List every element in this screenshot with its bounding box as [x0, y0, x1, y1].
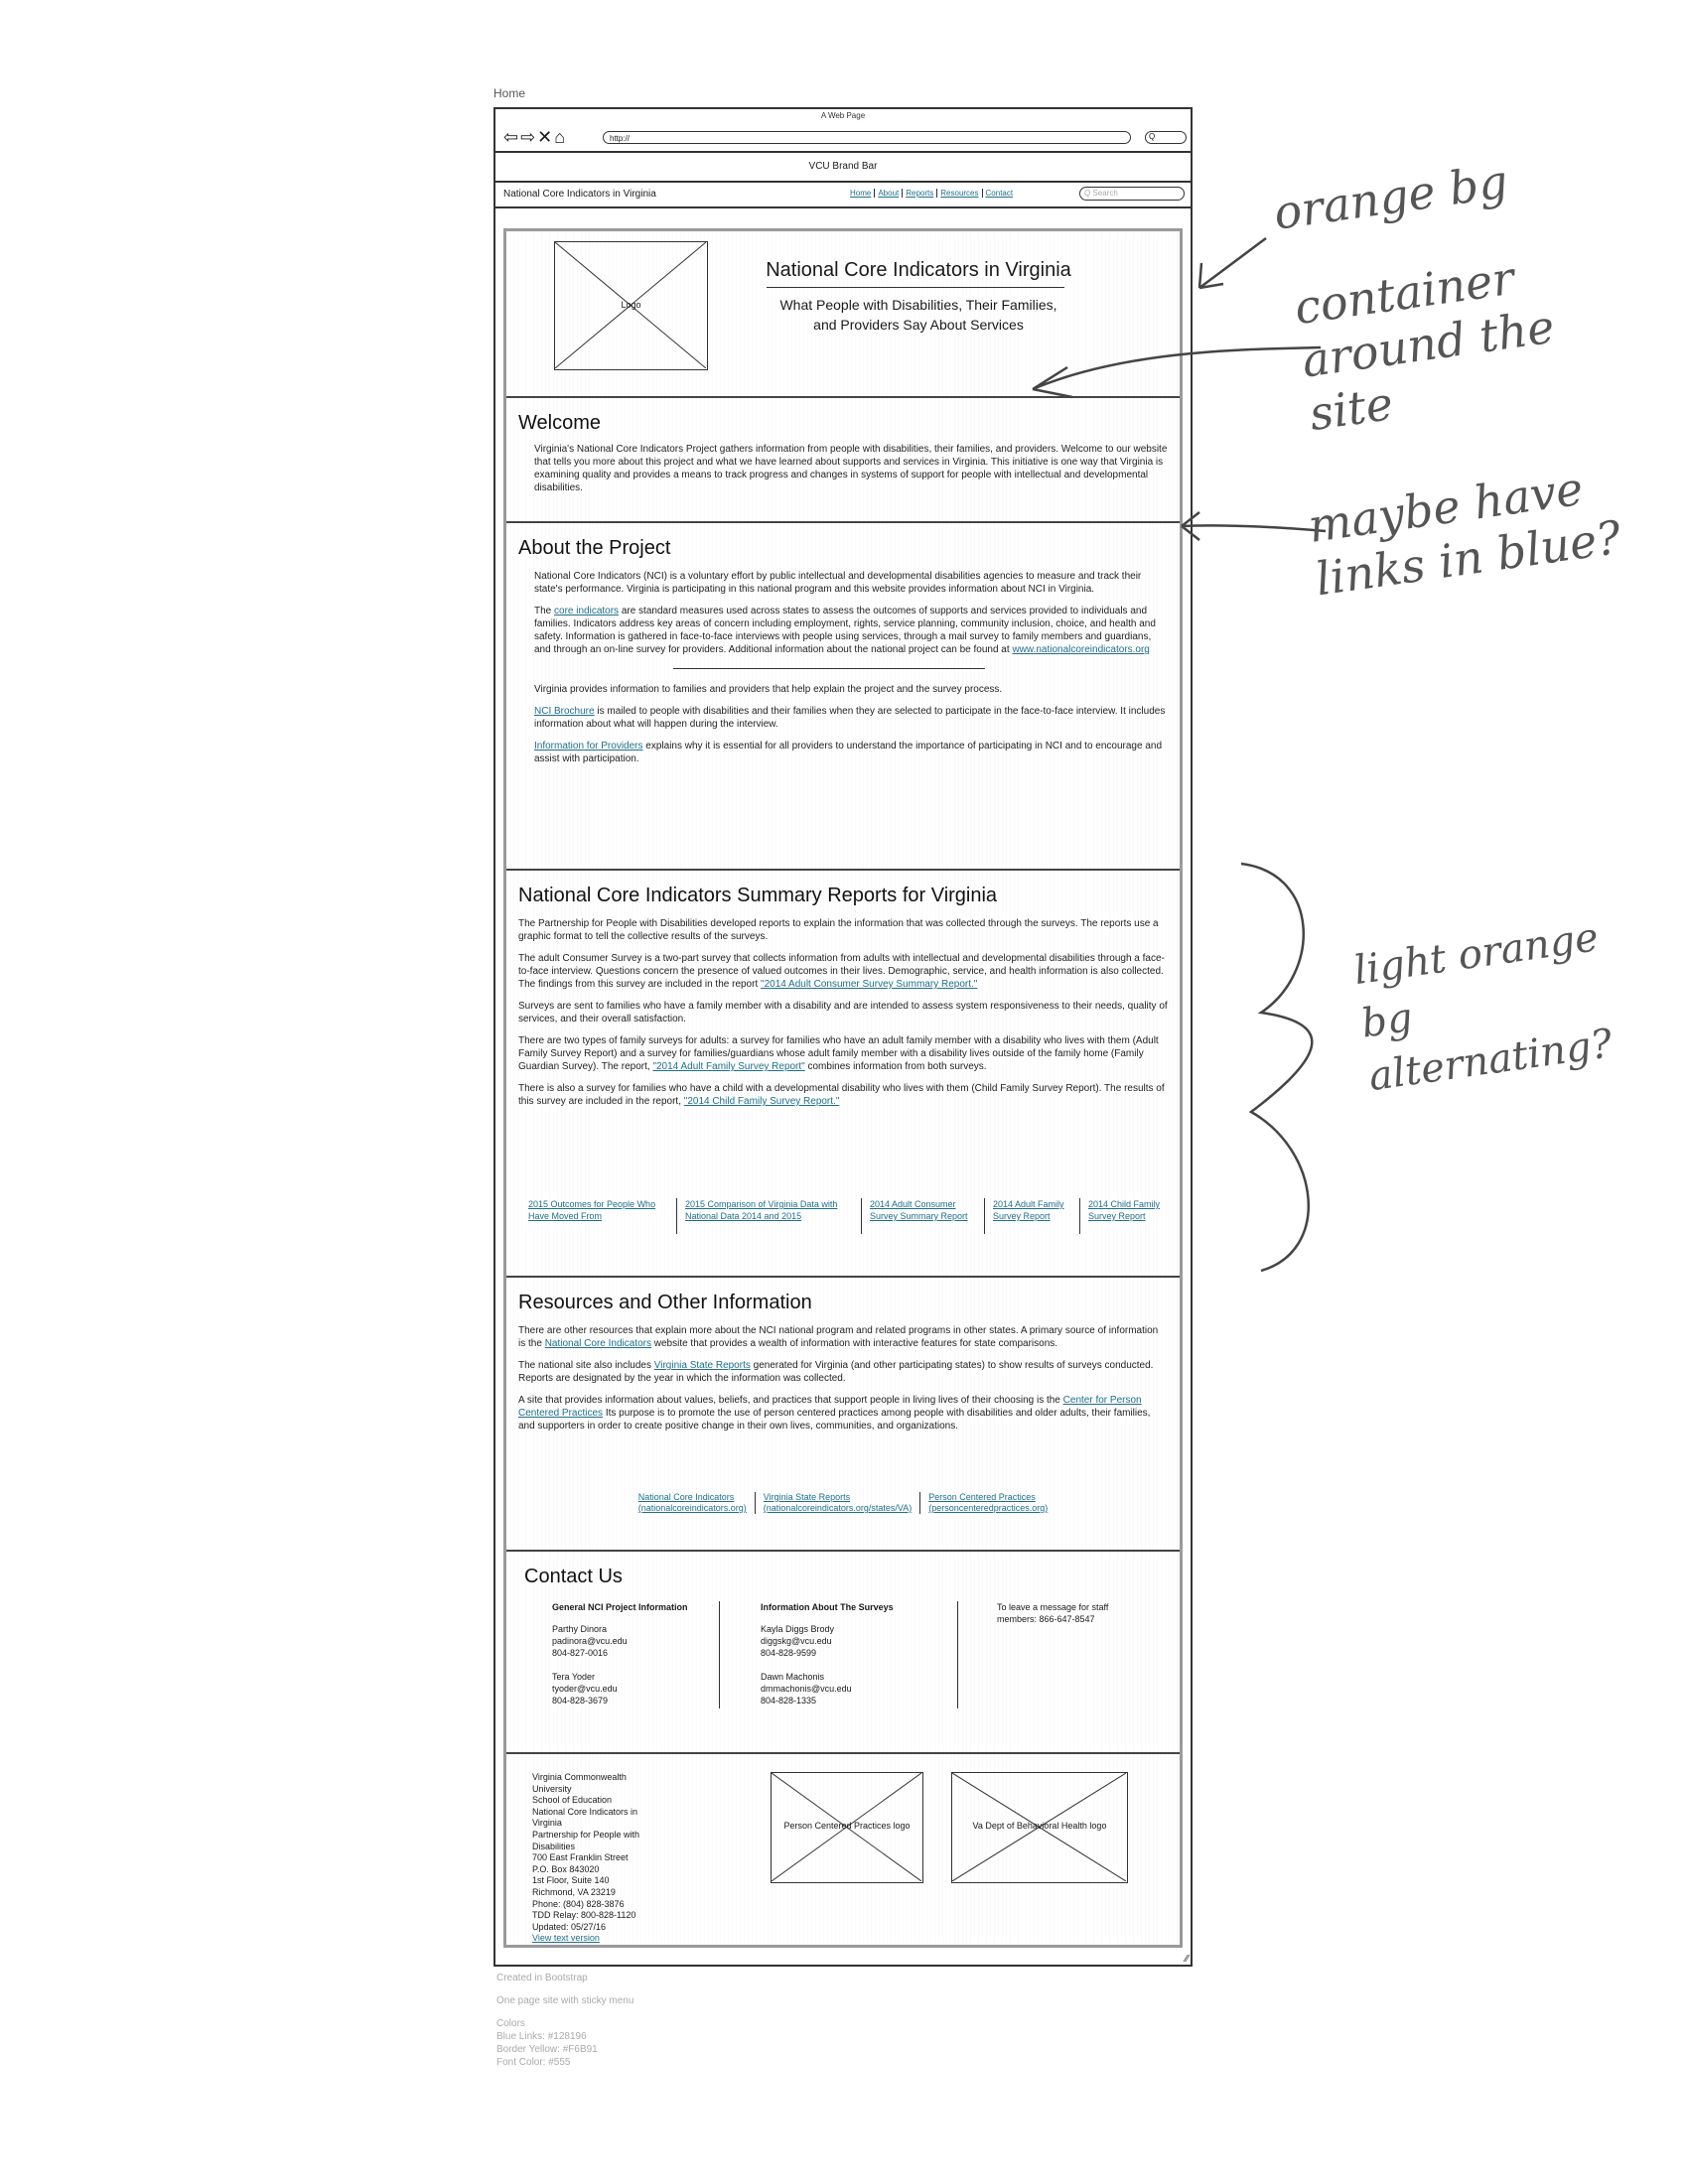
res-p3-pre: A site that provides information about values, beliefs, and practices that support people in living lives of their choosing is the [518, 1395, 1060, 1406]
contact-person [552, 1623, 721, 1659]
contact-heading: Contact Us [524, 1566, 623, 1587]
consumer-survey-link[interactable]: "2014 Adult Consumer Survey Summary Report." [761, 979, 978, 990]
summary-paragraph-5 [518, 1082, 1168, 1108]
summary-paragraph-2 [518, 952, 1168, 991]
resource-link-nci[interactable] [631, 1492, 756, 1514]
family-survey-link[interactable]: "2014 Adult Family Survey Report" [652, 1061, 805, 1072]
contact-email[interactable]: padinora@vcu.edu [552, 1636, 628, 1646]
nav-about[interactable]: About [875, 189, 903, 198]
child-survey-link[interactable]: "2014 Child Family Survey Report." [683, 1096, 840, 1107]
summary-heading: National Core Indicators Summary Reports for Virginia [518, 885, 998, 906]
welcome-text: Virginia's National Core Indicators Project gathers information from people with disabilities, their families, and providers. Welcome to our website that tells you more about this project and what we have learned about supports and services in Virginia. This initiative is one way that Virginia is examining quality and provides a means to track progress and changes in systems of support for people with intellectual and developmental disabilities. [534, 444, 1168, 493]
resources-section [506, 1278, 1180, 1552]
contact-message-text: To leave a message for staff members: 866-647-8547 [997, 1602, 1109, 1624]
va-state-reports-link[interactable]: Virginia State Reports [653, 1360, 751, 1371]
nci-brochure-link[interactable]: NCI Brochure [534, 706, 595, 717]
summary-p2-pre: The adult Consumer Survey is a two-part survey that collects information from adults with intellectual and developmental disabilities through a face-to-face interview. Questions concern the presence of valued outcomes in their lives. Demographic, service, and health information is also collected. The findings from this survey are included in the report [518, 953, 1165, 990]
contact-col-message [997, 1601, 1126, 1625]
site-nav [495, 183, 1191, 208]
site-name[interactable]: National Core Indicators in Virginia [503, 189, 656, 200]
brace-icon [1231, 854, 1350, 1291]
res-link-url: (personcenteredpractices.org) [928, 1503, 1049, 1513]
nci-link[interactable]: National Core Indicators [544, 1338, 651, 1349]
summary-p4-pre: There are two types of family surveys for adults: a survey for families who have an adult family member with a disability who lives with them (Adult Family Survey Report) and a survey for families/guardians whose adult family member with a disability lives outside of the family home (Family Guardian Survey). The report, [518, 1035, 1159, 1072]
contact-divider [719, 1601, 720, 1708]
browser-title: A Web Page [820, 111, 866, 120]
summary-p5-pre: There is also a survey for families who have a child with a developmental disability who lives with them (Child Family Survey Report). The results of this survey are included in the report, [518, 1083, 1165, 1107]
contact-name: Parthy Dinora [552, 1624, 608, 1634]
address-line: 700 East Franklin Street [532, 1852, 629, 1863]
annotation-orange-bg: orange bg [1270, 154, 1511, 240]
about-p2-post: are standard measures used across states to assess the outcomes of supports and services provided to individuals and families. Indicators address key areas of concern including employment, rights, service planning, community inclusion, choice, and health and safety. Information is gathered in face-to-face interviews with people using services, through a mail survey to family members and guardians, and through an on-line survey for providers. Additional information about the national project can be found at [534, 606, 1156, 655]
arrow-icon [1013, 328, 1331, 417]
about-p2-pre: The [534, 606, 552, 616]
resize-grip-icon[interactable]: ⁄⁄ [1185, 1954, 1189, 1965]
about-paragraph-2 [534, 605, 1168, 656]
address-line: Phone: (804) 828-3876 [532, 1898, 625, 1909]
contact-section [506, 1552, 1180, 1754]
contact-name: Tera Yoder [552, 1672, 596, 1682]
contact-name: Dawn Machonis [761, 1672, 825, 1682]
nav-search-input[interactable]: Q Search [1079, 187, 1185, 201]
report-link-consumer[interactable]: 2014 Adult Consumer Survey Summary Report [870, 1198, 985, 1234]
address-line: Updated: 05/27/16 [532, 1921, 607, 1932]
annotation-container: container around the site [1291, 250, 1558, 442]
summary-p4-post: combines information from both surveys. [807, 1061, 987, 1072]
res-p1-pre: There are other resources that explain more about the NCI national program and related programs in other states. A primary source of information is the [518, 1325, 1159, 1349]
about-p4-post: is mailed to people with disabilities and their families when they are selected to participate in the face-to-face interview. It includes information about what will happen during the interview. [534, 706, 1166, 730]
about-paragraph-1: National Core Indicators (NCI) is a voluntary effort by public intellectual and developmental disabilities agencies to measure and track their state's performance. Virginia is participating in this national program and this website provides information about NCI in Virginia. [534, 571, 1142, 595]
address-line: 1st Floor, Suite 140 [532, 1875, 610, 1886]
resources-paragraph-3 [518, 1394, 1168, 1433]
nav-reports[interactable]: Reports [903, 189, 937, 198]
nav-contact[interactable]: Contact [985, 189, 1014, 198]
address-line: School of Education [532, 1795, 613, 1806]
report-link-adult-family[interactable]: 2014 Adult Family Survey Report [993, 1198, 1080, 1234]
note-line: Colors [496, 2018, 525, 2029]
welcome-heading: Welcome [518, 412, 601, 434]
res-link-name: Virginia State Reports [763, 1492, 851, 1502]
nci-website-link[interactable]: www.nationalcoreindicators.org [1012, 644, 1150, 655]
resource-link-pcp[interactable] [920, 1492, 1055, 1514]
note-line: One page site with sticky menu [496, 1995, 634, 2006]
note-line: Border Yellow: #F6B91 [496, 2044, 598, 2055]
brand-bar: VCU Brand Bar [495, 153, 1191, 183]
resources-paragraph-1 [518, 1324, 1168, 1350]
contact-divider [957, 1601, 958, 1708]
address-line: Partnership for People with Disabilities [532, 1829, 640, 1851]
contact-email[interactable]: diggskg@vcu.edu [761, 1636, 832, 1646]
resources-paragraph-2 [518, 1359, 1168, 1385]
logo-label: Logo [621, 300, 641, 310]
resource-link-va[interactable] [756, 1492, 920, 1514]
contact-phone: 804-828-1335 [761, 1696, 817, 1706]
res-link-url: (nationalcoreindicators.org) [637, 1503, 747, 1513]
footer-section [506, 1754, 1180, 1951]
title-divider [767, 287, 1064, 288]
nav-menu [847, 189, 1016, 198]
resource-links [506, 1492, 1180, 1514]
subtitle-line-1: What People with Disabilities, Their Families, [779, 297, 1057, 313]
logo-placeholder [554, 241, 708, 370]
resources-heading: Resources and Other Information [518, 1292, 812, 1313]
res-p2-post: generated for Virginia (and other participating states) to show results of surveys conducted. Reports are designated by the year in which the information was collected. [518, 1360, 1154, 1384]
contact-phone: 804-828-3679 [552, 1696, 609, 1706]
browser-toolbar [495, 123, 1191, 153]
logo-caption: Person Centered Practices logo [783, 1821, 911, 1831]
text-version-link[interactable]: View text version [532, 1933, 600, 1944]
logo-caption: Va Dept of Behavioral Health logo [972, 1821, 1107, 1831]
about-paragraph-4 [534, 705, 1168, 731]
res-p1-post: website that provides a wealth of information with interactive features for state comparisons. [653, 1338, 1058, 1349]
contact-col-general [552, 1601, 721, 1718]
page-title: National Core Indicators in Virginia [766, 259, 1071, 281]
res-p3-post: Its purpose is to promote the use of person centered practices among people with disabilities and older adults, their families, and supporters in order to create positive change in their own lives, communities, and organizations. [518, 1408, 1151, 1432]
provider-info-link[interactable]: Information for Providers [534, 741, 643, 751]
url-bar[interactable]: http:// [603, 131, 1131, 144]
annotation-light-orange: light orange bg alternating? [1350, 914, 1616, 1101]
summary-paragraph-4 [518, 1034, 1168, 1073]
contact-phone: 804-827-0016 [552, 1648, 609, 1658]
contact-col2-title: Information About The Surveys [761, 1602, 894, 1612]
report-link-child-family[interactable]: 2014 Child Family Survey Report [1088, 1199, 1161, 1221]
summary-paragraph-3: Surveys are sent to families who have a family member with a disability and are intended to assess system responsiveness to their needs, quality of services, and their overall satisfaction. [518, 1001, 1168, 1024]
browser-search-icon[interactable]: Q [1145, 131, 1187, 144]
report-link-comparison[interactable]: 2015 Comparison of Virginia Data with National Data 2014 and 2015 [685, 1198, 862, 1234]
core-indicators-link[interactable]: core indicators [554, 606, 620, 616]
summary-paragraph-1: The Partnership for People with Disabilities developed reports to explain the information that was collected through the surveys. The reports use a graphic format to tell the collective results of the surveys. [518, 918, 1159, 942]
contact-email[interactable]: tyoder@vcu.edu [552, 1684, 618, 1694]
contact-person [552, 1671, 721, 1706]
annotation-links-blue: maybe have links in blue? [1305, 461, 1624, 607]
about-heading: About the Project [518, 537, 671, 559]
note-line: Font Color: #555 [496, 2057, 571, 2068]
site-container [503, 228, 1183, 1948]
res-p2-pre: The national site also includes [518, 1360, 651, 1371]
address-line: P.O. Box 843020 [532, 1863, 600, 1874]
summary-section [506, 871, 1180, 1278]
about-paragraph-3: Virginia provides information to families and providers that help explain the project and the survey process. [534, 684, 1003, 695]
browser-nav-icons[interactable]: ⇦⇨✕⌂ [503, 127, 568, 147]
contact-person [761, 1671, 929, 1706]
footer-address [532, 1772, 661, 1945]
va-dbh-logo [951, 1772, 1128, 1883]
about-paragraph-5 [534, 740, 1168, 765]
arrow-icon [1192, 228, 1271, 298]
contact-name: Kayla Diggs Brody [761, 1624, 835, 1634]
page-label: Home [493, 86, 526, 100]
person-centered-logo [771, 1772, 923, 1883]
contact-email[interactable]: dmmachonis@vcu.edu [761, 1684, 852, 1694]
about-divider [673, 668, 985, 669]
address-line: TDD Relay: 800-828-1120 [532, 1910, 636, 1921]
person-centered-link[interactable]: Center for Person Centered Practices [518, 1395, 1142, 1419]
res-link-url: (nationalcoreindicators.org/states/VA) [763, 1503, 913, 1513]
contact-phone: 804-828-9599 [761, 1648, 817, 1658]
res-link-name: Person Centered Practices [928, 1492, 1036, 1502]
subtitle-line-2: and Providers Say About Services [813, 317, 1024, 333]
nav-resources[interactable]: Resources [937, 189, 982, 198]
report-link-outcomes[interactable]: 2015 Outcomes for People Who Have Moved From [528, 1198, 677, 1234]
res-link-name: National Core Indicators [637, 1492, 735, 1502]
note-line: Blue Links: #128196 [496, 2031, 587, 2042]
note-line: Created in Bootstrap [496, 1973, 588, 1983]
design-notes [496, 1972, 633, 2069]
address-line: Virginia Commonwealth University [532, 1772, 627, 1794]
contact-person [761, 1623, 929, 1659]
address-line: National Core Indicators in Virginia [532, 1806, 638, 1829]
address-line: Richmond, VA 23219 [532, 1886, 616, 1897]
contact-col1-title: General NCI Project Information [552, 1602, 688, 1612]
about-section [506, 523, 1180, 871]
about-p5-post: explains why it is essential for all providers to understand the importance of participating in NCI and to encourage and assist with participation. [534, 741, 1163, 764]
contact-col-surveys [761, 1601, 929, 1718]
nav-home[interactable]: Home [847, 189, 875, 198]
